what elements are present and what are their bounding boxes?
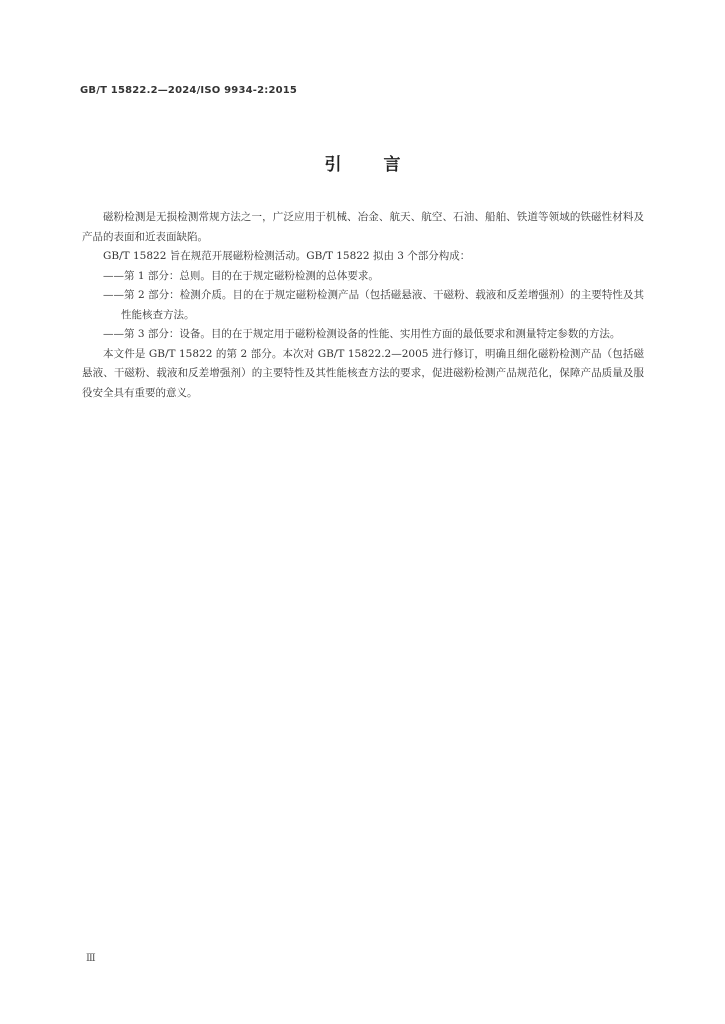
- intro-paragraph-1: 磁粉检测是无损检测常规方法之一，广泛应用于机械、冶金、航天、航空、石油、船舶、铁道等领域的铁磁性材料及产品的表面和近表面缺陷。: [82, 211, 644, 243]
- intro-paragraph-2: GB/T 15822 旨在规范开展磁粉检测活动。GB/T 15822 拟由 3 个部分构成：: [103, 250, 471, 262]
- page-title: 引言: [324, 155, 443, 175]
- part-item-2: ——第 2 部分：检测介质。目的在于规定磁粉检测产品（包括磁悬液、干磁粉、载液和反差增强剂）的主要特性及其性能核查方法。: [103, 289, 644, 321]
- introduction-body: [82, 208, 644, 403]
- part-item-1: ——第 1 部分：总则。目的在于规定磁粉检测的总体要求。: [103, 269, 379, 282]
- intro-paragraph-3: 本文件是 GB/T 15822 的第 2 部分。本次对 GB/T 15822.2—2005 进行修订，明确且细化磁粉检测产品（包括磁悬液、干磁粉、载液和反差增强剂）的主要特性及其性能核查方法的要求，促进磁粉检测产品规范化，保障产品质量及服役安全具有重要的意义。: [82, 347, 644, 399]
- standard-code: GB/T 15822.2—2024/ISO 9934-2:2015: [80, 85, 298, 96]
- page-number: Ⅲ: [86, 953, 96, 964]
- part-item-3: ——第 3 部分：设备。目的在于规定用于磁粉检测设备的性能、实用性方面的最低要求和测量特定参数的方法。: [103, 328, 621, 340]
